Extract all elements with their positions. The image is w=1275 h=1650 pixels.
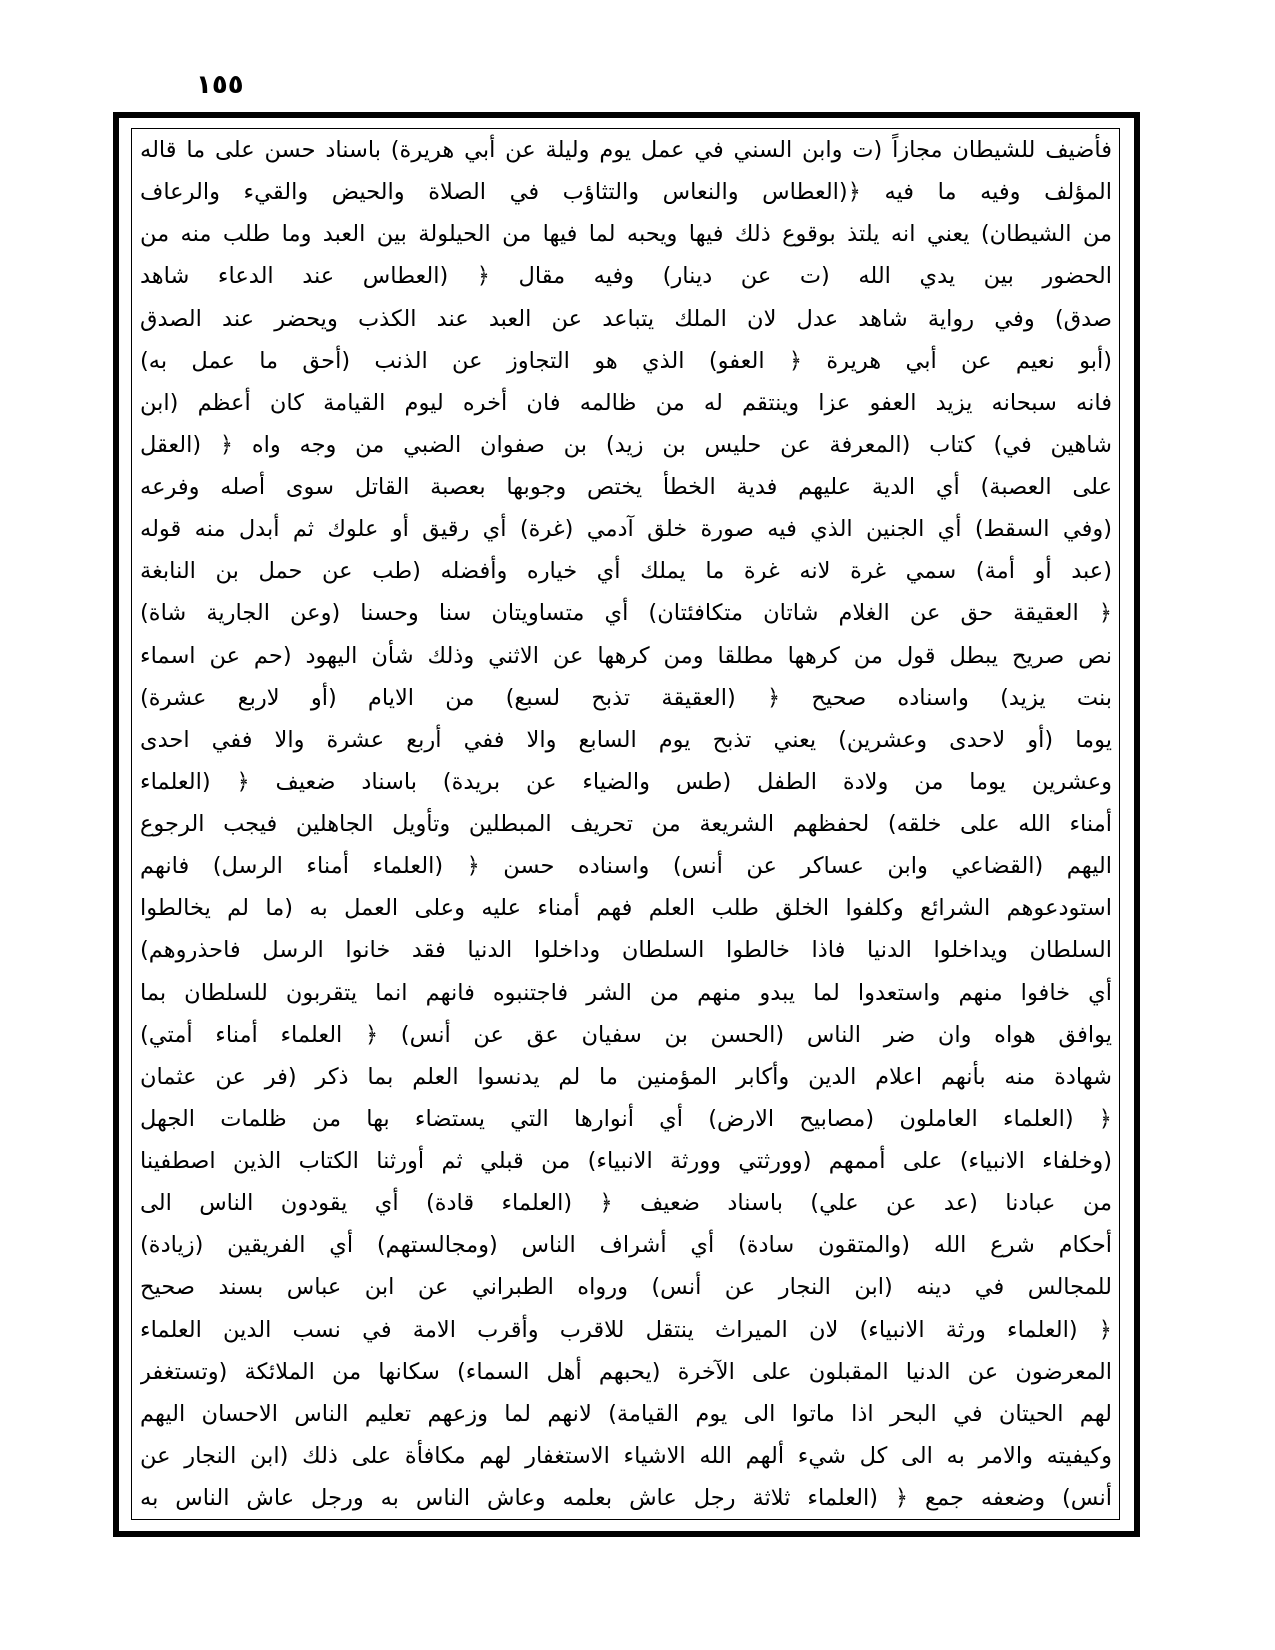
text-line: أنس) وضعفه جمع ﴿ (العلماء ثلاثة رجل عاش بعلمه وعاش الناس به ورجل عاش الناس به <box>140 1485 1112 1511</box>
text-line: يوما (أو لاحدى وعشرين) يعني تذبح يوم السابع والا ففي أربع عشرة والا ففي احدى <box>140 726 1112 753</box>
text-line: شهادة منه بأنهم اعلام الدين وأكابر المؤمنين ما لم يدنسوا العلم بما ذكر (فر عن عثمان <box>140 1063 1112 1090</box>
text-line: على العصبة) أي الدية عليهم فدية الخطأ يختص وجوبها بعصبة القاتل سوى أصله وفرعه <box>140 474 1112 500</box>
page-number: ١٥٥ <box>196 70 244 100</box>
text-line: (وخلفاء الانبياء) على أممهم (وورثتي وورثة الانبياء) من قبلي ثم أورثنا الكتاب الذين اصطفينا <box>140 1148 1112 1174</box>
text-line: (وفي السقط) أي الجنين الذي فيه صورة خلق آدمي (غرة) أي رقيق أو علوك ثم أبدل منه قوله <box>140 516 1112 543</box>
text-line: يوافق هواه وان ضر الناس (الحسن بن سفيان عق عن أنس) ﴿ العلماء أمناء أمتي) <box>140 1021 1112 1048</box>
text-line: من عبادنا (عد عن علي) باسناد ضعيف ﴿ (العلماء قادة) أي يقودون الناس الى <box>140 1190 1112 1217</box>
text-line: السلطان ويداخلوا الدنيا فاذا خالطوا السلطان وداخلوا الدنيا فقد خانوا الرسل فاحذروهم) <box>140 937 1112 964</box>
text-line: بنت يزيد) واسناده صحيح ﴿ (العقيقة تذبح لسبع) من الايام (أو لاربع عشرة) <box>140 684 1112 711</box>
text-line: المعرضون عن الدنيا المقبلون على الآخرة (يحبهم أهل السماء) سكانها من الملائكة (وتستغفر <box>140 1358 1112 1385</box>
text-line: أمناء الله على خلقه) لحفظهم الشريعة من تحريف المبطلين وتأويل الجاهلين فيجب الرجوع <box>140 811 1112 837</box>
text-line: فأضيف للشيطان مجازاً (ت وابن السني في عمل يوم وليلة عن أبي هريرة) باسناد حسن على ما قاله <box>140 137 1112 163</box>
text-line: الحضور بين يدي الله (ت عن دينار) وفيه مقال ﴿ (العطاس عند الدعاء شاهد <box>140 263 1112 290</box>
main-text-block <box>140 133 1112 1515</box>
text-line: (عبد أو أمة) سمي غرة لانه غرة ما يملك أي خياره وأفضله (طب عن حمل بن النابغة <box>140 558 1112 585</box>
text-line: للمجالس في دينه (ابن النجار عن أنس) ورواه الطبراني عن ابن عباس بسند صحيح <box>140 1274 1112 1301</box>
text-line: أي خافوا منهم واستعدوا لما يبدو منهم من الشر فاجتنبوه فانهم انما يتقربون للسلطان بما <box>140 979 1112 1006</box>
text-line: ﴿ العقيقة حق عن الغلام شاتان متكافئتان) أي متساويتان سنا وحسنا (وعن الجارية شاة) <box>140 600 1112 627</box>
text-line: وعشرين يوما من ولادة الطفل (طس والضياء عن بريدة) باسناد ضعيف ﴿ (العلماء <box>140 768 1112 795</box>
text-line: لهم الحيتان في البحر اذا ماتوا الى يوم القيامة) لانهم لما وزعهم تعليم الناس الاحسان اليهم <box>140 1400 1112 1427</box>
text-line: شاهين في) كتاب (المعرفة عن حليس بن زيد) بن صفوان الضبي من وجه واه ﴿ (العقل <box>140 431 1112 458</box>
text-line: اليهم (القضاعي وابن عساكر عن أنس) واسناده حسن ﴿ (العلماء أمناء الرسل) فانهم <box>140 853 1112 880</box>
text-line: ﴿ (العلماء ورثة الانبياء) لان الميراث ينتقل للاقرب وأقرب الامة في نسب الدين العلماء <box>140 1316 1112 1343</box>
text-line: استودعوهم الشرائع وكلفوا الخلق طلب العلم فهم أمناء عليه وعلى العمل به (ما لم يخالطوا <box>140 895 1112 922</box>
text-line: أحكام شرع الله (والمتقون سادة) أي أشراف الناس (ومجالستهم) أي الفريقين (زيادة) <box>140 1232 1112 1259</box>
text-line: (أبو نعيم عن أبي هريرة ﴿ العفو) الذي هو التجاوز عن الذنب (أحق ما عمل به) <box>140 347 1112 374</box>
text-line: من الشيطان) يعني انه يلتذ بوقوع ذلك فيها ويحبه لما فيها من الحيلولة بين العبد وما طلب منه من <box>140 221 1112 248</box>
text-line: فانه سبحانه يزيد العفو عزا وينتقم له من ظالمه فان أخره ليوم القيامة كان أعظم (ابن <box>140 389 1112 416</box>
text-line: وكيفيته والامر به الى كل شيء ألهم الله الاشياء الاستغفار لهم مكافأة على ذلك (ابن النجار عن <box>140 1442 1112 1469</box>
text-line: ﴿ (العلماء العاملون (مصابيح الارض) أي أنوارها التي يستضاء بها من ظلمات الجهل <box>140 1105 1112 1132</box>
text-line: نص صريح يبطل قول من كرهها مطلقا ومن كرهها عن الاثني وذلك شأن اليهود (حم عن اسماء <box>140 642 1112 669</box>
text-line: صدق) وفي رواية شاهد عدل لان الملك يتباعد عن العبد عند الكذب ويحضر عند الصدق <box>140 305 1112 332</box>
text-line: المؤلف وفيه ما فيه ﴿(العطاس والنعاس والتثاؤب في الصلاة والحيض والقيء والرعاف <box>140 179 1112 206</box>
